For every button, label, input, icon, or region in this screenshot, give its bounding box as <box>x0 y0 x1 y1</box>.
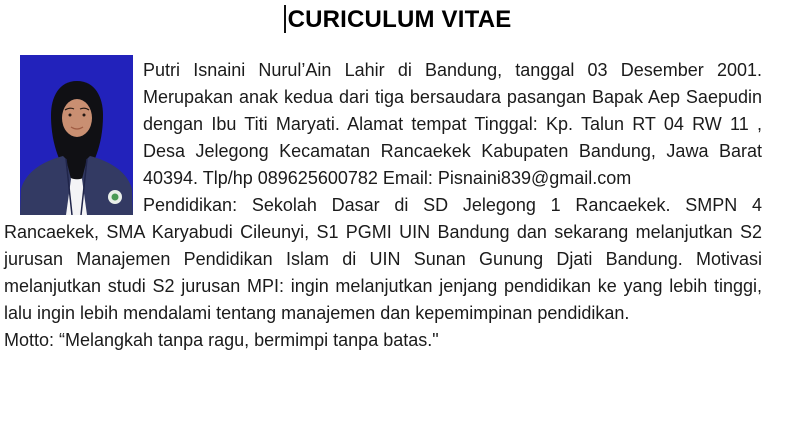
face-shape <box>62 99 92 137</box>
right-eye <box>83 114 86 117</box>
bio-paragraph[interactable]: Putri Isnaini Nurul’Ain Lahir di Bandung, tanggal 03 Desember 2001. Merupakan anak kedua dari tiga bersaudara pasangan Bapak Aep Saepudin dengan Ibu Titi Maryati. Alamat tempat Tinggal: Kp. Talun RT 04 RW 11 , Desa Jelegong Kecamatan Rancaekek Kabupaten Bandung, Jawa Barat 40394. Tlp/hp 089625600782 Email: Pisnaini839@gmail.com <box>143 60 762 188</box>
left-eye <box>69 114 72 117</box>
profile-photo[interactable] <box>20 55 133 215</box>
document-body[interactable] <box>0 57 795 354</box>
title-line[interactable] <box>0 0 795 36</box>
badge-pin-center <box>112 194 119 201</box>
text-cursor <box>284 5 286 33</box>
profile-photo-graphic <box>20 55 133 215</box>
motto-line[interactable]: Motto: “Melangkah tanpa ragu, bermimpi tanpa batas." <box>4 330 439 350</box>
page-title[interactable]: CURICULUM VITAE <box>287 6 512 33</box>
education-paragraph[interactable]: Pendidikan: Sekolah Dasar di SD Jelegong 1 Rancaekek. SMPN 4 Rancaekek, SMA Karyabudi Cileunyi, S1 PGMI UIN Bandung dan sekarang melanjutkan S2 jurusan Manajemen Pendidikan Islam di UIN Sunan Gunung Djati Bandung. Motivasi melanjutkan studi S2 jurusan MPI: ingin melanjutkan jenjang pendidikan ke yang lebih tinggi, lalu ingin lebih mendalami tentang manajemen dan kepemimpinan pendidikan. <box>4 195 762 323</box>
